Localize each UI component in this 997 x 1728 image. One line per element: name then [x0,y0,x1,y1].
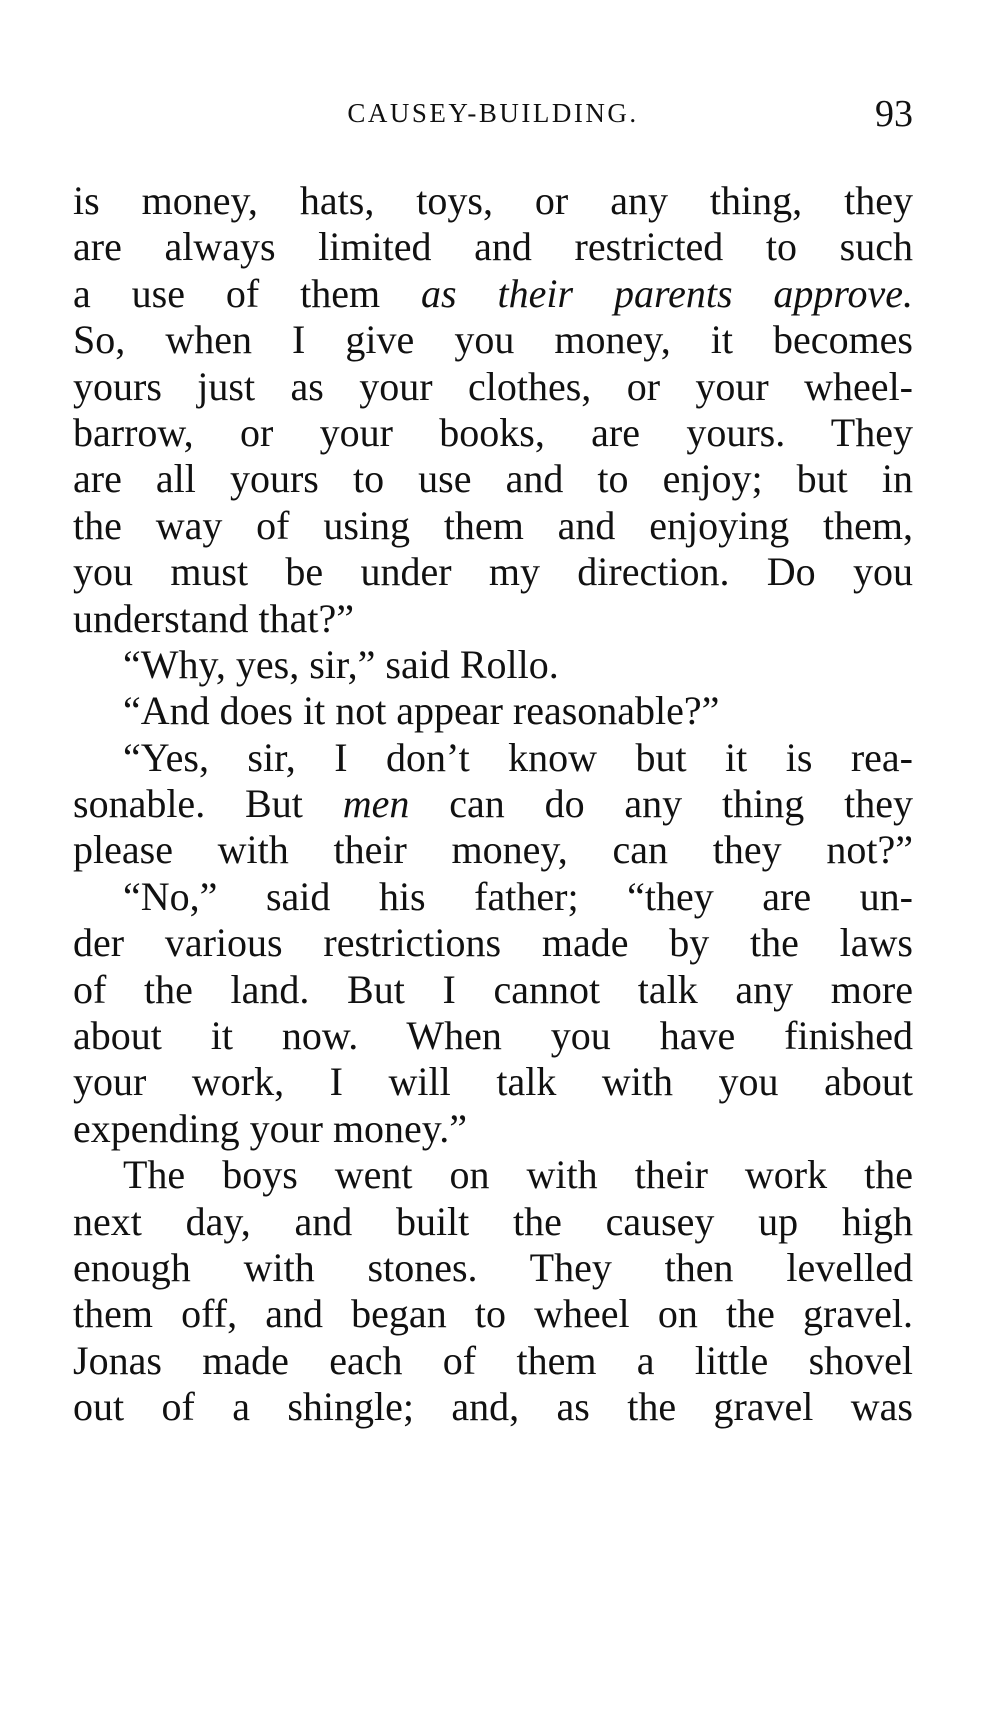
text-line: them off, and began to wheel on the gravel. [73,1291,913,1337]
text-line: yours just as your clothes, or your wheel- [73,363,913,409]
text-line: is money, hats, toys, or any thing, they [73,178,913,223]
text-line: enough with stones. They then levelled [73,1244,913,1290]
text-line: So, when I give you money, it becomes [73,317,913,363]
text-line: are always limited and restricted to such [73,224,913,270]
text-line: “Why, yes, sir,” said Rollo. [123,641,559,687]
text-line: are all yours to use and to enjoy; but in [73,456,913,502]
text-segment: sonable. But [73,781,343,827]
text-line: please with their money, can they not?” [73,827,913,873]
text-line: understand that?” [73,595,354,641]
text-line: about it now. When you have finished [73,1013,913,1059]
running-title: CAUSEY-BUILDING. [347,98,639,128]
text-line: “Yes, sir, I don’t know but it is rea- [123,734,913,780]
text-line: Jonas made each of them a little shovel [73,1337,913,1383]
page-number: 93 [875,93,913,135]
text-segment: a use of them [73,270,422,316]
text-line: barrow, or your books, are yours. They [73,409,913,455]
text-line: The boys went on with their work the [123,1152,913,1198]
text-line: der various restrictions made by the laws [73,920,913,966]
text-line: “No,” said his father; “they are un- [123,873,913,919]
text-line: the way of using them and enjoying them, [73,502,913,548]
page-header [73,92,913,142]
text-segment: can do any thing they [409,781,913,827]
text-line: you must be under my direction. Do you [73,549,913,595]
text-line: next day, and built the causey up high [73,1198,913,1244]
text-line: out of a shingle; and, as the gravel was [73,1384,913,1430]
text-line: your work, I will talk with you about [73,1059,913,1105]
text-line: “And does it not appear reasonable?” [123,688,720,734]
emphasized-text: as their parents approve. [421,270,914,316]
text-line [73,781,913,827]
text-line: expending your money.” [73,1105,467,1151]
text-line [73,271,913,317]
emphasized-text: men [342,781,410,827]
body-text [73,178,913,1431]
text-line: of the land. But I cannot talk any more [73,966,913,1012]
